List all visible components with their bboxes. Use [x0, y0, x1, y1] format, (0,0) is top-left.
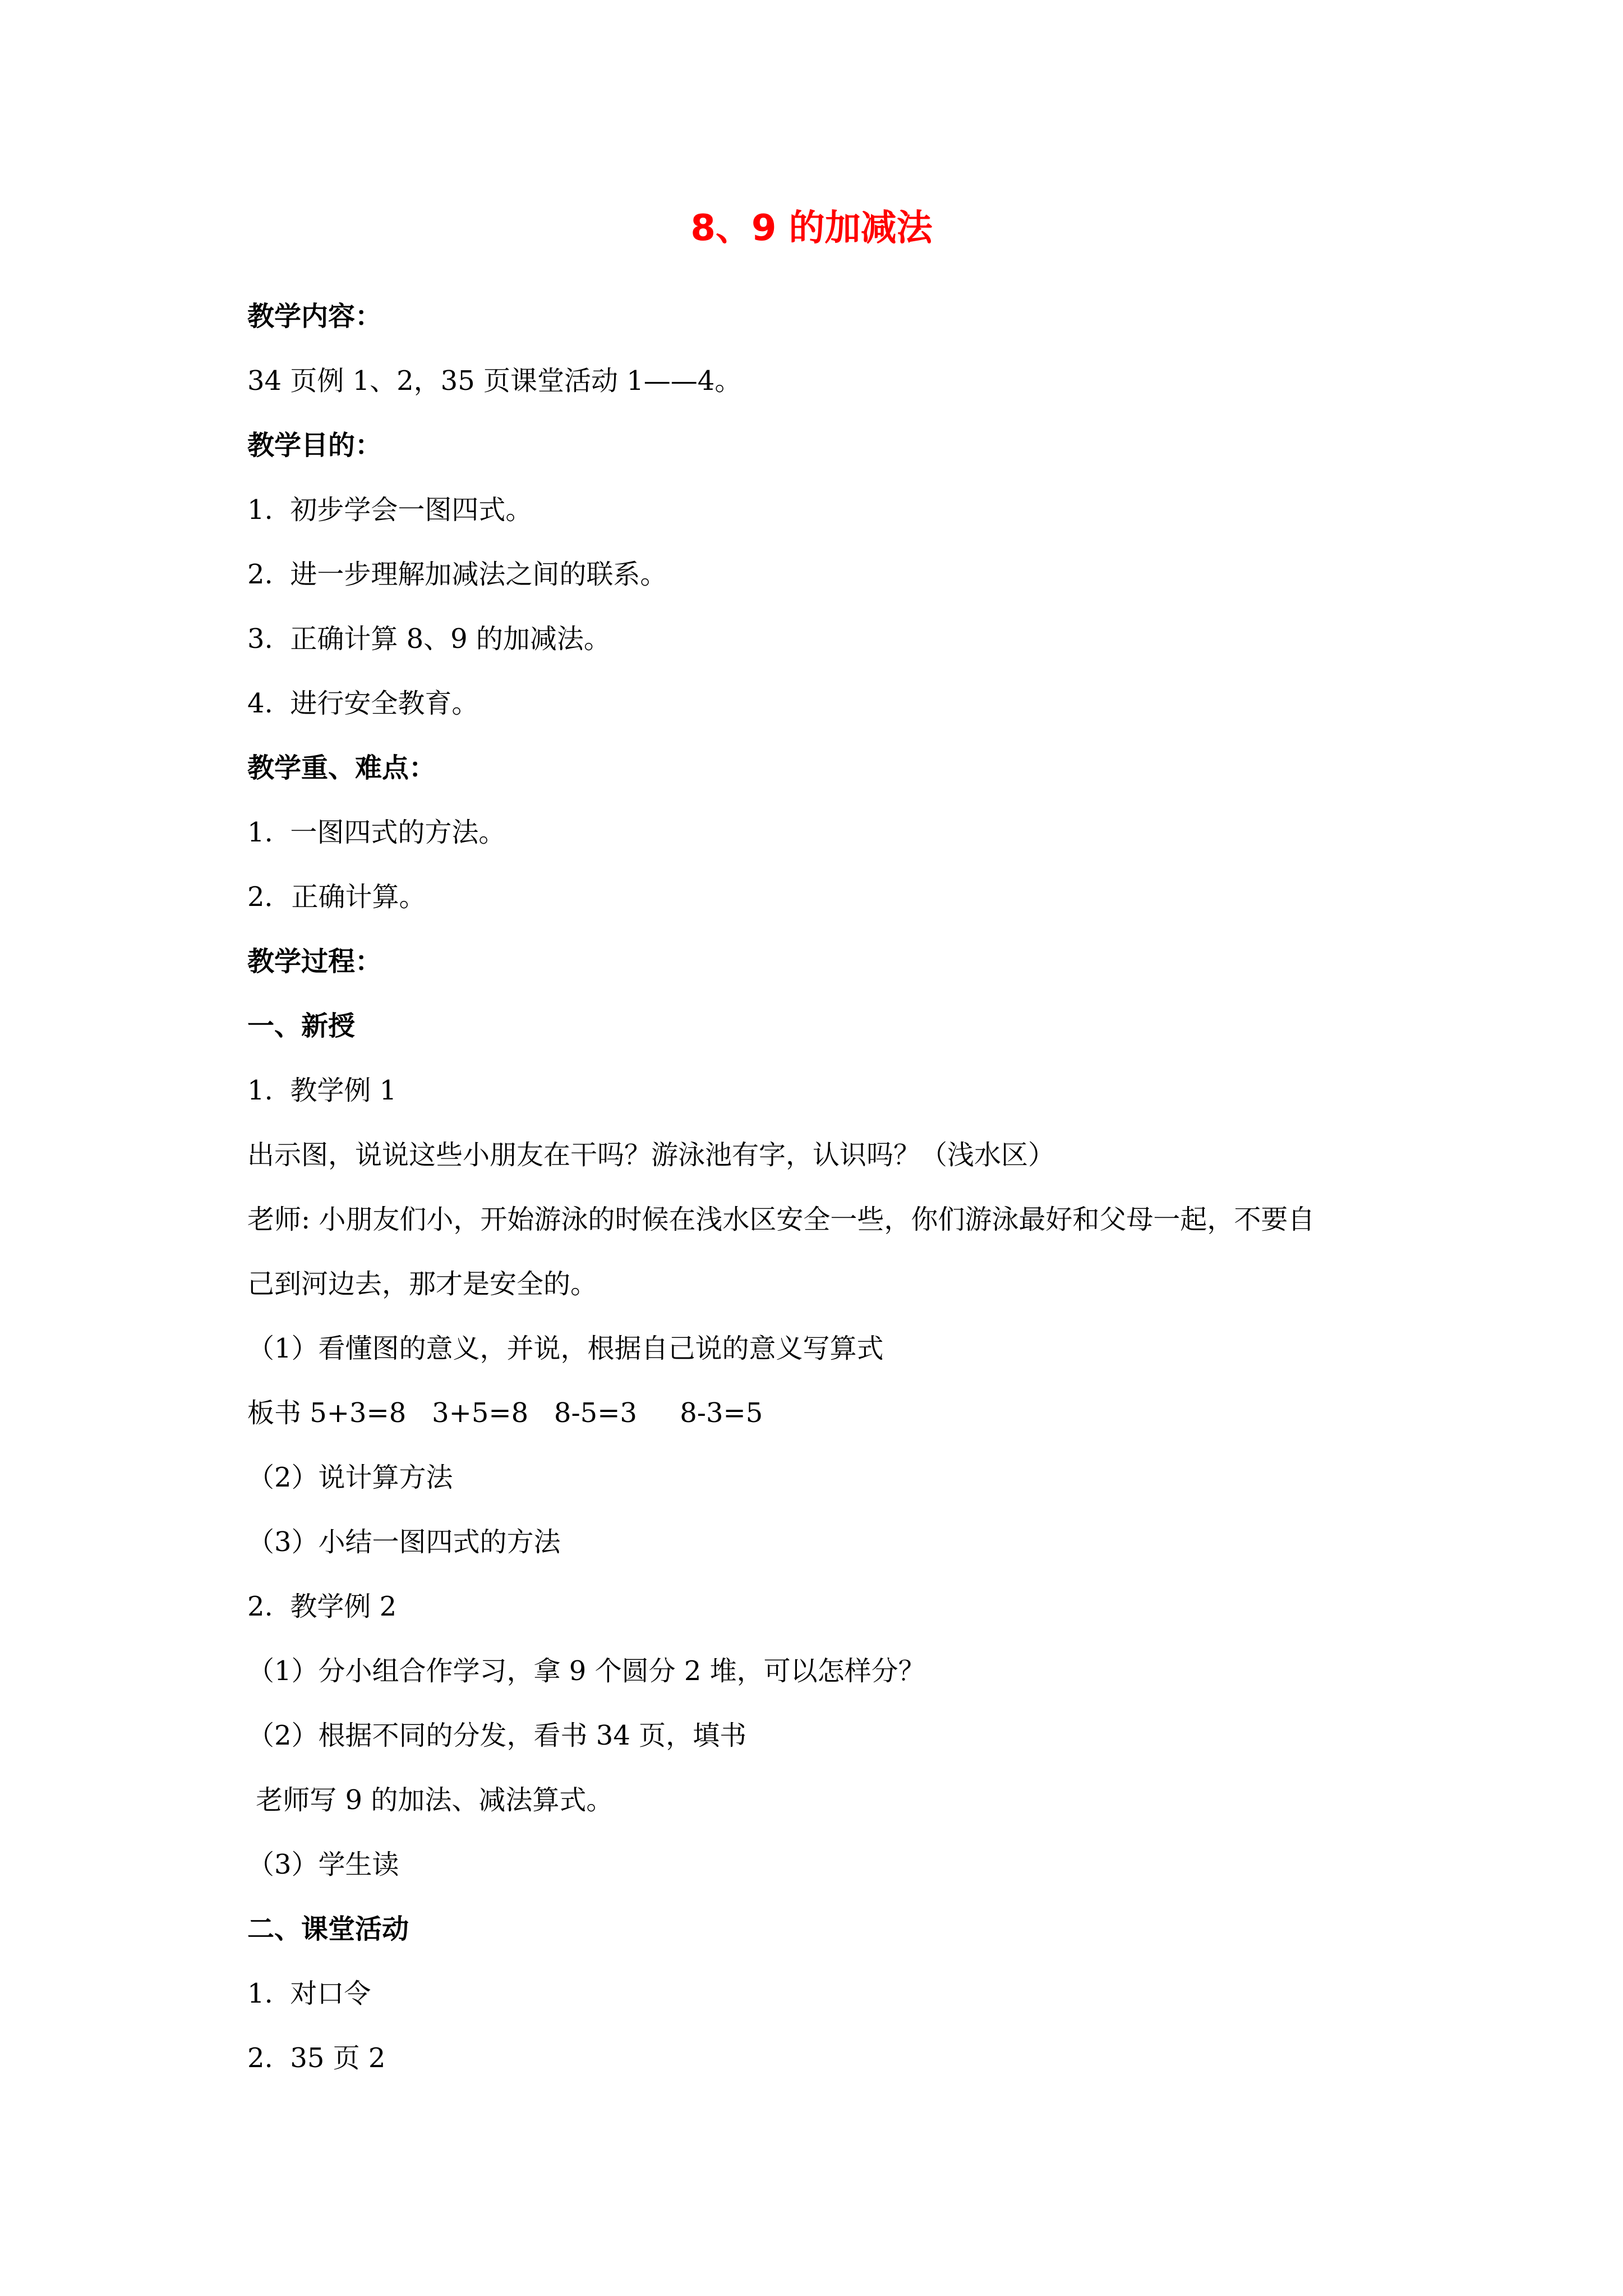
- text-line: （2）说计算方法: [247, 1462, 453, 1493]
- text-line: 老师写 9 的加法、减法算式。: [247, 1784, 614, 1816]
- text-line: 4. 进行安全教育。: [247, 688, 479, 719]
- text-line: 2．正确计算。: [247, 881, 426, 913]
- text-line: （3）学生读: [247, 1849, 399, 1880]
- text-line: 3. 正确计算 8、9 的加减法。: [247, 623, 611, 655]
- text-line: 2. 教学例 2: [247, 1591, 397, 1622]
- text-line: （1）分小组合作学习，拿 9 个圆分 2 堆，可以怎样分？: [247, 1655, 925, 1687]
- text-line: （1）看懂图的意义，并说，根据自己说的意义写算式: [247, 1333, 884, 1364]
- text-line: 出示图，说说这些小朋友在干吗？游泳池有字，认识吗？（浅水区）: [247, 1139, 1055, 1171]
- text-line: 1. 教学例 1: [247, 1075, 397, 1106]
- section-heading: 教学重、难点：: [247, 752, 436, 784]
- text-line: 1. 对口令: [247, 1978, 371, 2009]
- section-heading: 二、课堂活动: [247, 1913, 409, 1945]
- text-line: 板书 5+3=8 3+5=8 8-5=3 8-3=5: [247, 1397, 763, 1429]
- section-heading: 教学内容：: [247, 301, 382, 332]
- document-title: 8、9 的加减法: [690, 208, 933, 249]
- text-line: 1. 初步学会一图四式。: [247, 494, 533, 526]
- text-line: 2. 进一步理解加减法之间的联系。: [247, 559, 667, 590]
- text-line: 1. 一图四式的方法。: [247, 817, 506, 848]
- text-line: 老师: 小朋友们小，开始游泳的时候在浅水区安全一些，你们游泳最好和父母一起，不要自: [247, 1204, 1315, 1235]
- text-line: 34 页例 1、2，35 页课堂活动 1——4。: [247, 365, 742, 397]
- section-heading: 教学目的：: [247, 430, 382, 461]
- section-heading: 教学过程：: [247, 946, 382, 977]
- text-line: （2）根据不同的分发，看书 34 页，填书: [247, 1720, 747, 1751]
- text-line: 2. 35 页 2: [247, 2042, 386, 2074]
- text-line: （3）小结一图四式的方法: [247, 1526, 561, 1558]
- text-line: 己到河边去，那才是安全的。: [247, 1268, 598, 1300]
- section-heading: 一、新授: [247, 1010, 356, 1042]
